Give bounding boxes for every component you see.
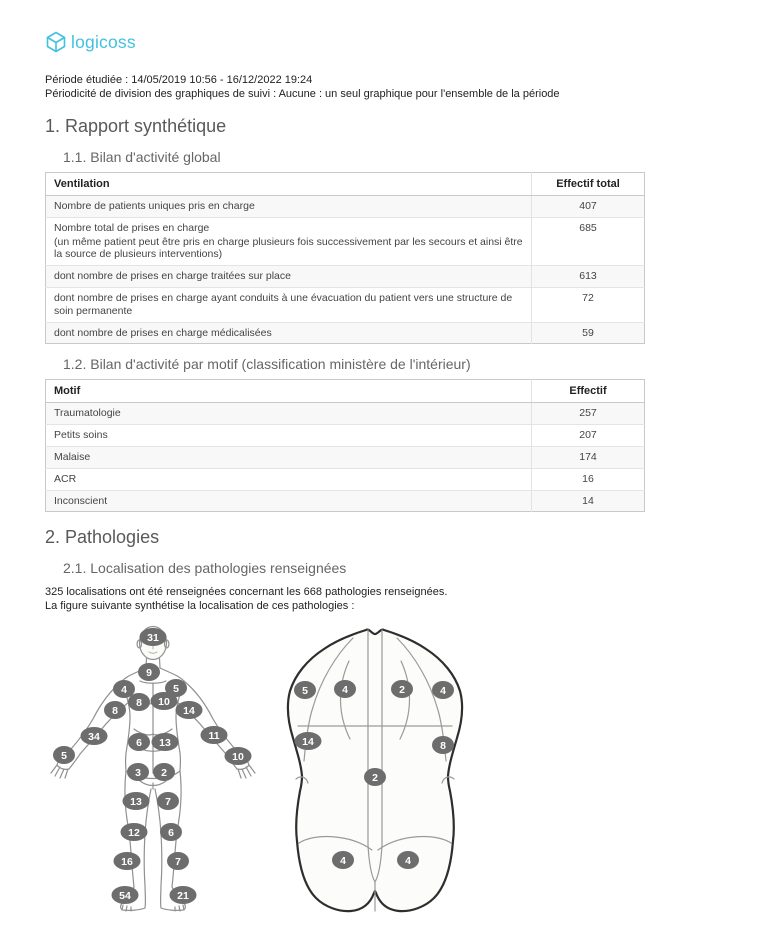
logo-text: logicoss xyxy=(71,31,136,52)
table-row xyxy=(46,322,645,344)
figure-caption-text: La figure suivante synthétise la localisation de ces pathologies : xyxy=(45,600,355,613)
svg-text:10: 10 xyxy=(158,696,170,709)
row-value: 72 xyxy=(532,287,645,322)
activity-table xyxy=(45,172,645,344)
location-badge xyxy=(432,736,454,754)
svg-text:8: 8 xyxy=(112,705,118,718)
logo xyxy=(45,31,723,53)
location-badge xyxy=(112,886,139,904)
svg-text:14: 14 xyxy=(302,736,314,749)
row-label: Malaise xyxy=(46,446,532,468)
row-value: 59 xyxy=(532,322,645,344)
svg-text:13: 13 xyxy=(130,796,142,809)
pathology-location-figure xyxy=(50,621,723,926)
location-badge xyxy=(138,663,160,681)
cube-logo-icon xyxy=(45,31,67,53)
location-badge xyxy=(201,726,228,744)
location-badge xyxy=(128,733,150,751)
location-badge xyxy=(121,823,148,841)
svg-text:6: 6 xyxy=(136,737,142,750)
location-badge xyxy=(127,763,149,781)
location-badge xyxy=(170,886,197,904)
table-row xyxy=(46,287,645,322)
location-badge xyxy=(123,792,150,810)
motif-table xyxy=(45,379,645,512)
row-value: 685 xyxy=(532,217,645,265)
svg-text:3: 3 xyxy=(135,767,141,780)
row-value: 14 xyxy=(532,490,645,512)
table-row xyxy=(46,468,645,490)
localisations-count-text: 325 localisations ont été renseignées concernant les 668 pathologies renseignées. xyxy=(45,586,448,599)
location-badge xyxy=(176,701,203,719)
svg-text:5: 5 xyxy=(302,685,308,698)
location-badge xyxy=(364,768,386,786)
location-badge xyxy=(332,851,354,869)
location-badge xyxy=(295,732,322,750)
svg-text:21: 21 xyxy=(177,890,189,903)
svg-text:14: 14 xyxy=(183,705,195,718)
location-badge xyxy=(151,692,178,710)
body-diagram xyxy=(50,621,480,921)
svg-text:6: 6 xyxy=(168,827,174,840)
location-badge xyxy=(294,681,316,699)
svg-text:4: 4 xyxy=(340,855,346,868)
svg-text:4: 4 xyxy=(121,684,127,697)
table-row xyxy=(46,446,645,468)
svg-text:7: 7 xyxy=(165,796,171,809)
svg-text:54: 54 xyxy=(119,890,131,903)
table-header-row xyxy=(46,380,645,403)
location-badge xyxy=(81,727,108,745)
front-body-badges xyxy=(53,628,252,904)
location-badge xyxy=(334,680,356,698)
location-badge xyxy=(104,701,126,719)
location-badge xyxy=(167,852,189,870)
section-1-title: 1. Rapport synthétique xyxy=(45,116,227,136)
row-label: dont nombre de prises en charge traitées sur place xyxy=(46,266,532,288)
location-badge xyxy=(225,747,252,765)
row-label: Petits soins xyxy=(46,425,532,447)
location-badge xyxy=(152,733,179,751)
row-value: 16 xyxy=(532,468,645,490)
svg-text:4: 4 xyxy=(440,685,446,698)
svg-text:9: 9 xyxy=(146,667,152,680)
location-badge xyxy=(53,746,75,764)
col-header-ventilation: Ventilation xyxy=(46,173,532,196)
svg-text:4: 4 xyxy=(405,855,411,868)
row-label: dont nombre de prises en charge ayant conduits à une évacuation du patient vers une structure de soin permanente xyxy=(46,287,532,322)
table-row xyxy=(46,425,645,447)
svg-text:2: 2 xyxy=(161,767,167,780)
table-row xyxy=(46,403,645,425)
row-value: 207 xyxy=(532,425,645,447)
table-row xyxy=(46,266,645,288)
section-2-1-title: 2.1. Localisation des pathologies renseignées xyxy=(63,560,347,577)
location-badge xyxy=(160,823,182,841)
col-header-effectif: Effectif xyxy=(532,380,645,403)
periodicity-text: Périodicité de division des graphiques de suivi : Aucune : un seul graphique pour l'ensemble de la période xyxy=(45,88,560,100)
svg-text:5: 5 xyxy=(61,750,67,763)
row-label: ACR xyxy=(46,468,532,490)
svg-text:11: 11 xyxy=(208,730,220,743)
location-badge xyxy=(397,851,419,869)
table-row xyxy=(46,217,645,265)
svg-text:10: 10 xyxy=(232,751,244,764)
row-value: 257 xyxy=(532,403,645,425)
row-value: 613 xyxy=(532,266,645,288)
row-label: Nombre de patients uniques pris en charge xyxy=(46,196,532,218)
table-row xyxy=(46,490,645,512)
row-label: dont nombre de prises en charge médicalisées xyxy=(46,322,532,344)
location-badge xyxy=(432,681,454,699)
row-label: Nombre total de prises en charge (un même patient peut être pris en charge plusieurs fois successivement par les secours et ainsi être la source de plusieurs interventions) xyxy=(46,217,532,265)
col-header-motif: Motif xyxy=(46,380,532,403)
svg-text:2: 2 xyxy=(399,684,405,697)
col-header-effectif-total: Effectif total xyxy=(532,173,645,196)
svg-text:5: 5 xyxy=(173,683,179,696)
location-badge xyxy=(140,628,167,646)
svg-text:13: 13 xyxy=(159,737,171,750)
svg-text:16: 16 xyxy=(121,856,133,869)
section-2-title: 2. Pathologies xyxy=(45,527,160,548)
svg-text:2: 2 xyxy=(372,772,378,785)
svg-text:4: 4 xyxy=(342,684,348,697)
svg-text:8: 8 xyxy=(440,740,446,753)
svg-text:31: 31 xyxy=(147,632,159,645)
row-label: Traumatologie xyxy=(46,403,532,425)
row-label-note: (un même patient peut être pris en charge plusieurs fois successivement par les secours et ainsi être la source de plusieurs interventions) xyxy=(54,235,523,261)
location-badge xyxy=(128,693,150,711)
section-1-2-title: 1.2. Bilan d'activité par motif (classification ministère de l'intérieur) xyxy=(63,356,471,373)
svg-text:8: 8 xyxy=(136,697,142,710)
svg-text:12: 12 xyxy=(128,827,140,840)
row-value: 174 xyxy=(532,446,645,468)
svg-text:34: 34 xyxy=(88,731,100,744)
table-header-row xyxy=(46,173,645,196)
location-badge xyxy=(391,680,413,698)
row-value: 407 xyxy=(532,196,645,218)
row-label: Inconscient xyxy=(46,490,532,512)
location-badge xyxy=(153,763,175,781)
location-badge xyxy=(157,792,179,810)
location-badge xyxy=(114,852,141,870)
studied-period-text: Période étudiée : 14/05/2019 10:56 - 16/12/2022 19:24 xyxy=(45,74,313,86)
svg-text:7: 7 xyxy=(175,856,181,869)
section-1-1-title: 1.1. Bilan d'activité global xyxy=(63,149,221,165)
table-row xyxy=(46,196,645,218)
